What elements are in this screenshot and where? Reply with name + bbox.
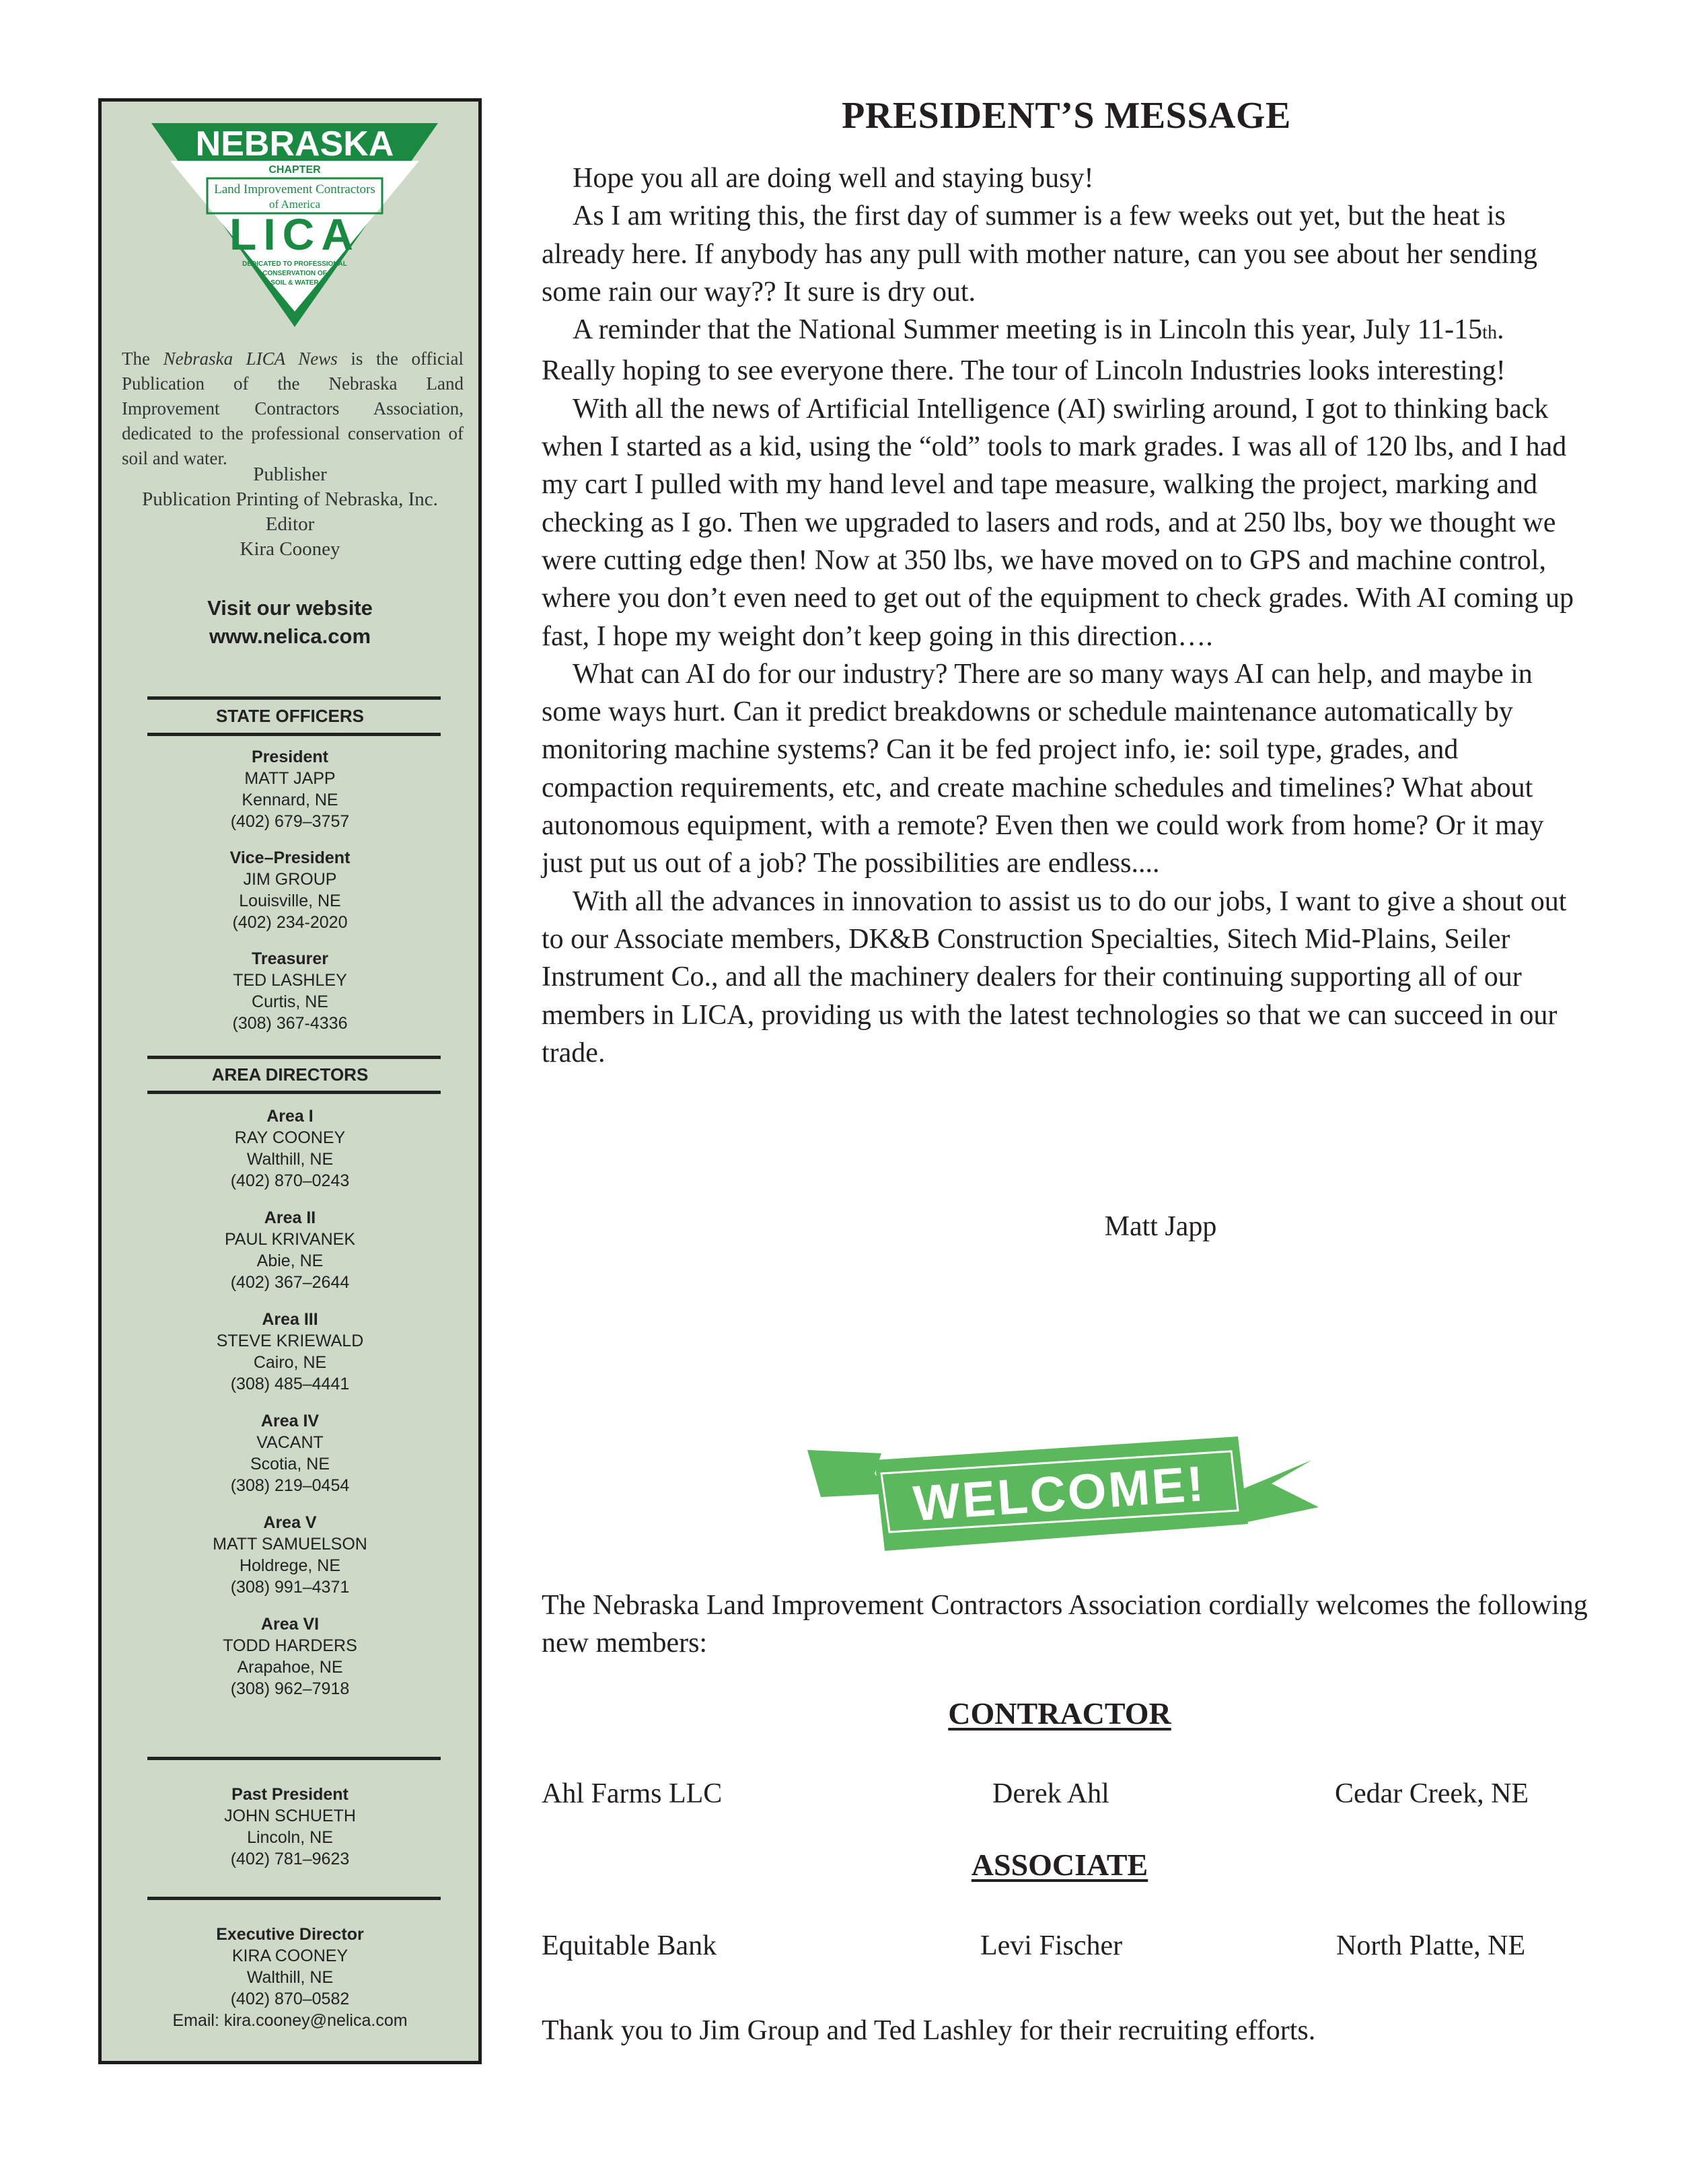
email-link[interactable]: Email: kira.cooney@nelica.com bbox=[172, 2011, 408, 2030]
svg-text:SOIL & WATER: SOIL & WATER bbox=[270, 279, 319, 287]
signature: Matt Japp bbox=[1104, 1211, 1217, 1242]
officer-president: President MATT JAPP Kennard, NE (402) 679–3757 bbox=[230, 748, 350, 831]
svg-text:of America: of America bbox=[269, 198, 320, 211]
contractor-heading: CONTRACTOR bbox=[948, 1696, 1171, 1731]
divider bbox=[147, 1056, 441, 1059]
nebraska-lica-logo bbox=[150, 122, 439, 330]
area-director-6: Area VI TODD HARDERS Arapahoe, NE (308) 962–7918 bbox=[223, 1615, 357, 1698]
area-director-3: Area III STEVE KRIEWALD Cairo, NE (308) 485–4441 bbox=[216, 1310, 364, 1393]
message-paragraph: Hope you all are doing well and staying busy! bbox=[573, 163, 1094, 194]
editor-label: Editor bbox=[265, 513, 315, 535]
sidebar bbox=[98, 98, 482, 2064]
welcome-banner bbox=[801, 1423, 1325, 1568]
member-company: Equitable Bank bbox=[542, 1930, 717, 1961]
svg-text:CONSERVATION OF: CONSERVATION OF bbox=[262, 270, 327, 277]
member-location: North Platte, NE bbox=[1336, 1930, 1526, 1961]
area-directors-heading: AREA DIRECTORS bbox=[211, 1064, 369, 1085]
officer-vice-president: Vice–President JIM GROUP Louisville, NE (402) 234-2020 bbox=[229, 848, 351, 932]
message-paragraph: With all the advances in innovation to assist us to do our jobs, I want to give a shout out to our Associate members, DK&B Construction Specialties, Sitech Mid-Plains, Seiler Instrument Co., and all the machinery dealers for their continuing supporting all of our members in LICA, providing us with the latest technologies so that we can succeed in our trade. bbox=[542, 885, 1567, 1068]
member-person: Derek Ahl bbox=[992, 1778, 1109, 1809]
editor-name: Kira Cooney bbox=[240, 538, 340, 560]
message-paragraph: A reminder that the National Summer meeting is in Lincoln this year, July 11-15th. Really hoping to see everyone there. The tour of Lincoln Industries looks interesting! bbox=[542, 314, 1506, 387]
divider bbox=[147, 733, 441, 736]
publisher-label: Publisher bbox=[253, 464, 327, 485]
area-director-4: Area IV VACANT Scotia, NE (308) 219–0454 bbox=[230, 1412, 350, 1495]
member-company: Ahl Farms LLC bbox=[542, 1778, 723, 1809]
publisher-name: Publication Printing of Nebraska, Inc. bbox=[142, 488, 438, 510]
website-link[interactable]: www.nelica.com bbox=[209, 624, 371, 648]
welcome-intro: The Nebraska Land Improvement Contractors Association cordially welcomes the following new members: bbox=[542, 1590, 1588, 1659]
publication-name: Nebraska LICA News bbox=[163, 349, 338, 369]
svg-text:LICA: LICA bbox=[229, 209, 360, 259]
divider bbox=[147, 1897, 441, 1900]
website-block bbox=[102, 594, 478, 651]
area-director-1: Area I RAY COONEY Walthill, NE (402) 870–0243 bbox=[230, 1107, 350, 1190]
area-director-2: Area II PAUL KRIVANEK Abie, NE (402) 367–2644 bbox=[224, 1208, 356, 1292]
past-president: Past President JOHN SCHUETH Lincoln, NE (402) 781–9623 bbox=[224, 1785, 356, 1868]
state-officers-heading: STATE OFFICERS bbox=[215, 706, 365, 726]
svg-text:CHAPTER: CHAPTER bbox=[268, 164, 321, 176]
member-person: Levi Fischer bbox=[980, 1930, 1123, 1961]
associate-heading: ASSOCIATE bbox=[971, 1848, 1148, 1882]
officer-treasurer: Treasurer TED LASHLEY Curtis, NE (308) 367-4336 bbox=[232, 949, 348, 1033]
message-paragraph: As I am writing this, the first day of summer is a few weeks out yet, but the heat is already here. If anybody has any pull with mother nature, can you see about her sending some rain our way?? It sure is dry out. bbox=[542, 201, 1538, 307]
message-paragraph: With all the news of Artificial Intelligence (AI) swirling around, I got to thinking back when I started as a kid, using the “old” tools to mark grades. I was all of 120 lbs, and I had my cart I pulled with my hand level and tape measure, walking the project, marking and checking as I go. Then we upgraded to lasers and rods, and at 250 lbs, boy we thought we were cutting edge then! Now at 350 lbs, we have moved on to GPS and machine control, where you don’t even need to get out of the equipment to check grades. With AI coming up fast, I hope my weight don’t keep going in this direction…. bbox=[542, 393, 1574, 652]
member-location: Cedar Creek, NE bbox=[1335, 1778, 1529, 1809]
divider bbox=[147, 1757, 441, 1760]
svg-text:Land Improvement Contractors: Land Improvement Contractors bbox=[214, 182, 375, 196]
presidents-message bbox=[542, 159, 1578, 1072]
divider bbox=[147, 696, 441, 700]
svg-text:DEDICATED TO PROFESSIONAL: DEDICATED TO PROFESSIONAL bbox=[242, 260, 347, 268]
website-label: Visit our website bbox=[207, 596, 373, 620]
thanks-note: Thank you to Jim Group and Ted Lashley for their recruiting efforts. bbox=[542, 2015, 1316, 2046]
svg-text:NEBRASKA: NEBRASKA bbox=[195, 124, 394, 163]
executive-director: Executive Director KIRA COONEY Walthill, NE (402) 870–0582 Email: kira.cooney@nelica.com bbox=[102, 1924, 478, 2031]
divider bbox=[147, 1091, 441, 1094]
svg-text:WELCOME!: WELCOME! bbox=[911, 1455, 1208, 1532]
message-paragraph: What can AI do for our industry? There are so many ways AI can help, and maybe in some ways hurt. Can it predict breakdowns or schedule maintenance automatically by monitoring machine systems? Can it be fed project info, ie: soil type, grades, and compaction requirements, etc, and create machine schedules and timelines? What about autonomous equipment, with a remote? Even then we could work from home? Or it may just put us out of a job? The possibilities are endless.... bbox=[542, 658, 1544, 879]
page-title: PRESIDENT’S MESSAGE bbox=[842, 95, 1291, 137]
publisher-block bbox=[102, 462, 478, 562]
publication-intro: The Nebraska LICA News is the official Publication of the Nebraska Land Improvement Contractors Association, dedicated to the professional conservation of soil and water. bbox=[122, 349, 464, 468]
area-director-5: Area V MATT SAMUELSON Holdrege, NE (308) 991–4371 bbox=[213, 1513, 367, 1597]
